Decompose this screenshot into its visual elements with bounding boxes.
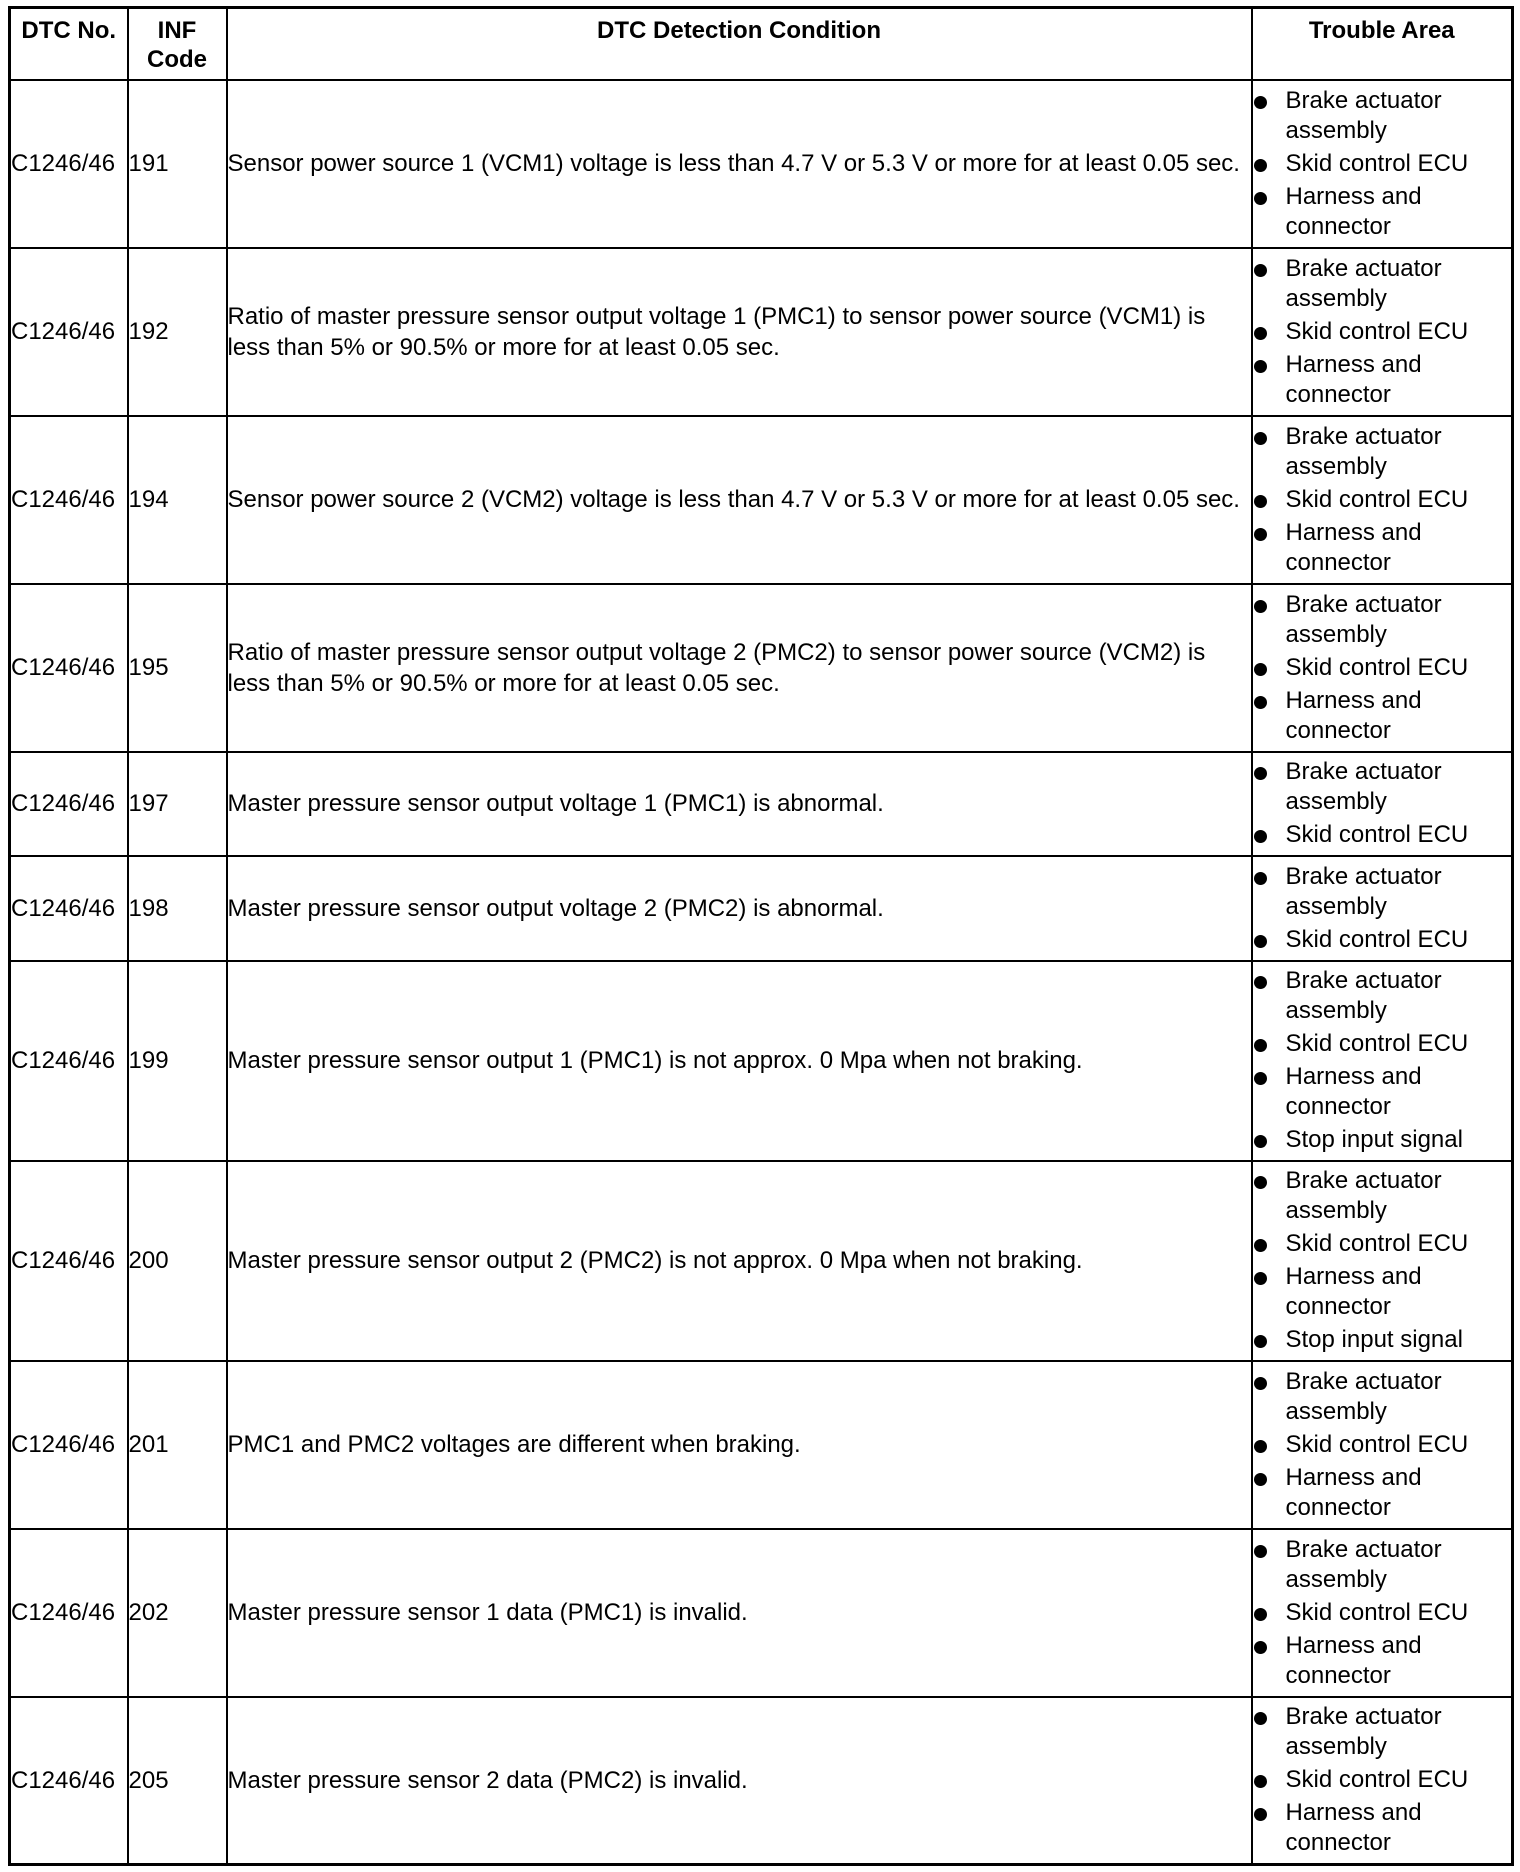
table-row — [10, 248, 1513, 416]
trouble-area-text: Harness and connector — [1285, 182, 1422, 240]
trouble-area-text: Brake actuator assembly — [1285, 1367, 1442, 1425]
trouble-area-item — [1253, 317, 1512, 347]
trouble-area-text: Brake actuator assembly — [1285, 254, 1442, 312]
trouble-area-list — [1253, 86, 1512, 242]
bullet-icon — [1254, 360, 1267, 373]
trouble-area-text: Harness and connector — [1285, 1263, 1422, 1320]
table-row — [10, 1161, 1513, 1361]
header-dtc-no: DTC No. — [10, 8, 128, 80]
trouble-area-cell — [1252, 248, 1513, 416]
trouble-area-item — [1253, 966, 1512, 1026]
header-inf-line2: Code — [147, 46, 207, 73]
bullet-icon — [1254, 663, 1267, 676]
table-row — [10, 80, 1513, 248]
trouble-area-item — [1253, 86, 1512, 146]
trouble-area-item — [1253, 590, 1512, 650]
table-row — [10, 856, 1513, 961]
trouble-area-cell — [1252, 752, 1513, 856]
dtc-code-cell: C1246/46 — [10, 856, 128, 961]
trouble-area-item — [1253, 1029, 1512, 1059]
trouble-area-cell — [1252, 961, 1513, 1161]
table-row — [10, 416, 1513, 584]
bullet-icon — [1254, 600, 1267, 613]
inf-code-cell: 201 — [128, 1361, 227, 1529]
trouble-area-item — [1253, 1166, 1512, 1226]
trouble-area-text: Harness and connector — [1285, 1799, 1422, 1857]
detection-condition-cell: Master pressure sensor 1 data (PMC1) is invalid. — [227, 1529, 1252, 1697]
bullet-icon — [1254, 1272, 1267, 1285]
table-row — [10, 584, 1513, 752]
trouble-area-item — [1253, 1463, 1512, 1523]
inf-code-cell: 191 — [128, 80, 227, 248]
trouble-area-text: Skid control ECU — [1285, 821, 1469, 848]
bullet-icon — [1254, 1176, 1267, 1189]
trouble-area-text: Harness and connector — [1285, 1063, 1422, 1120]
inf-code-cell: 195 — [128, 584, 227, 752]
trouble-area-item — [1253, 820, 1512, 850]
dtc-code-cell: C1246/46 — [10, 752, 128, 856]
detection-condition-cell: Sensor power source 1 (VCM1) voltage is less than 4.7 V or 5.3 V or more for at least 0.05 sec. — [227, 80, 1252, 248]
trouble-area-text: Brake actuator assembly — [1285, 86, 1442, 144]
trouble-area-item — [1253, 485, 1512, 515]
bullet-icon — [1254, 1775, 1267, 1788]
bullet-icon — [1254, 192, 1267, 205]
trouble-area-item — [1253, 518, 1512, 578]
inf-code-cell: 192 — [128, 248, 227, 416]
bullet-icon — [1254, 1377, 1267, 1390]
trouble-area-item — [1253, 1367, 1512, 1427]
table-header-row — [10, 8, 1513, 80]
bullet-icon — [1254, 1808, 1267, 1821]
bullet-icon — [1254, 432, 1267, 445]
dtc-code-cell: C1246/46 — [10, 80, 128, 248]
dtc-code-cell: C1246/46 — [10, 1161, 128, 1361]
trouble-area-item — [1253, 422, 1512, 482]
trouble-area-item — [1253, 1062, 1512, 1122]
trouble-area-text: Brake actuator assembly — [1285, 590, 1442, 648]
bullet-icon — [1254, 767, 1267, 780]
trouble-area-cell — [1252, 1361, 1513, 1529]
trouble-area-cell — [1252, 856, 1513, 961]
trouble-area-text: Brake actuator assembly — [1285, 422, 1442, 480]
trouble-area-text: Stop input signal — [1285, 1326, 1463, 1353]
dtc-table-sheet — [8, 6, 1511, 1864]
trouble-area-item — [1253, 182, 1512, 242]
trouble-area-item — [1253, 686, 1512, 746]
inf-code-cell: 202 — [128, 1529, 227, 1697]
trouble-area-text: Skid control ECU — [1285, 149, 1469, 177]
trouble-area-item — [1253, 1229, 1512, 1259]
table-row — [10, 1361, 1513, 1529]
bullet-icon — [1254, 327, 1267, 340]
inf-code-cell: 197 — [128, 752, 227, 856]
trouble-area-text: Skid control ECU — [1285, 653, 1469, 681]
trouble-area-text: Brake actuator assembly — [1285, 862, 1442, 920]
bullet-icon — [1254, 1039, 1267, 1052]
inf-code-cell: 198 — [128, 856, 227, 961]
header-inf-line1: INF — [157, 17, 197, 44]
bullet-icon — [1254, 159, 1267, 172]
trouble-area-cell — [1252, 584, 1513, 752]
trouble-area-text: Harness and connector — [1285, 686, 1422, 744]
detection-condition-cell: Master pressure sensor output voltage 2 (PMC2) is abnormal. — [227, 856, 1252, 961]
header-inf-code — [128, 8, 227, 80]
trouble-area-text: Harness and connector — [1285, 518, 1422, 576]
trouble-area-text: Skid control ECU — [1285, 317, 1469, 345]
inf-code-cell: 200 — [128, 1161, 227, 1361]
trouble-area-list — [1253, 590, 1512, 746]
trouble-area-item — [1253, 1798, 1512, 1858]
trouble-area-cell — [1252, 1161, 1513, 1361]
trouble-area-text: Skid control ECU — [1285, 1030, 1469, 1057]
trouble-area-list — [1253, 1166, 1512, 1355]
table-row — [10, 1697, 1513, 1865]
trouble-area-text: Brake actuator assembly — [1285, 1703, 1442, 1761]
detection-condition-cell: Master pressure sensor 2 data (PMC2) is invalid. — [227, 1697, 1252, 1865]
detection-condition-cell: PMC1 and PMC2 voltages are different when braking. — [227, 1361, 1252, 1529]
bullet-icon — [1254, 1641, 1267, 1654]
bullet-icon — [1254, 830, 1267, 843]
dtc-table-body — [10, 80, 1513, 1865]
bullet-icon — [1254, 1440, 1267, 1453]
trouble-area-item — [1253, 757, 1512, 817]
trouble-area-text: Brake actuator assembly — [1285, 967, 1442, 1024]
inf-code-cell: 194 — [128, 416, 227, 584]
dtc-table — [8, 6, 1514, 1866]
trouble-area-text: Brake actuator assembly — [1285, 1535, 1442, 1593]
bullet-icon — [1254, 264, 1267, 277]
bullet-icon — [1254, 1608, 1267, 1621]
trouble-area-text: Skid control ECU — [1285, 925, 1469, 953]
trouble-area-text: Skid control ECU — [1285, 485, 1469, 513]
bullet-icon — [1254, 96, 1267, 109]
table-row — [10, 1529, 1513, 1697]
trouble-area-cell — [1252, 1529, 1513, 1697]
inf-code-cell: 205 — [128, 1697, 227, 1865]
bullet-icon — [1254, 1712, 1267, 1725]
detection-condition-cell: Ratio of master pressure sensor output voltage 1 (PMC1) to sensor power source (VCM1) is less than 5% or 90.5% or more for at least 0.05 sec. — [227, 248, 1252, 416]
dtc-code-cell: C1246/46 — [10, 584, 128, 752]
trouble-area-cell — [1252, 416, 1513, 584]
bullet-icon — [1254, 935, 1267, 948]
bullet-icon — [1254, 976, 1267, 989]
trouble-area-item — [1253, 1765, 1512, 1795]
dtc-code-cell: C1246/46 — [10, 248, 128, 416]
trouble-area-cell — [1252, 1697, 1513, 1865]
header-detection-condition: DTC Detection Condition — [227, 8, 1252, 80]
bullet-icon — [1254, 1335, 1267, 1348]
trouble-area-item — [1253, 1262, 1512, 1322]
trouble-area-list — [1253, 966, 1512, 1155]
trouble-area-item — [1253, 254, 1512, 314]
bullet-icon — [1254, 1072, 1267, 1085]
trouble-area-item — [1253, 1125, 1512, 1155]
header-trouble-area: Trouble Area — [1252, 8, 1513, 80]
trouble-area-list — [1253, 254, 1512, 410]
trouble-area-list — [1253, 1535, 1512, 1691]
trouble-area-item — [1253, 1702, 1512, 1762]
bullet-icon — [1254, 1473, 1267, 1486]
detection-condition-cell: Ratio of master pressure sensor output voltage 2 (PMC2) to sensor power source (VCM2) is less than 5% or 90.5% or more for at least 0.05 sec. — [227, 584, 1252, 752]
trouble-area-text: Brake actuator assembly — [1285, 758, 1442, 815]
bullet-icon — [1254, 1545, 1267, 1558]
trouble-area-item — [1253, 1631, 1512, 1691]
trouble-area-list — [1253, 422, 1512, 578]
trouble-area-list — [1253, 862, 1512, 955]
trouble-area-item — [1253, 1430, 1512, 1460]
dtc-code-cell: C1246/46 — [10, 1361, 128, 1529]
trouble-area-text: Skid control ECU — [1285, 1430, 1469, 1458]
bullet-icon — [1254, 1135, 1267, 1148]
trouble-area-text: Skid control ECU — [1285, 1766, 1469, 1794]
table-row — [10, 961, 1513, 1161]
bullet-icon — [1254, 495, 1267, 508]
detection-condition-cell: Master pressure sensor output voltage 1 (PMC1) is abnormal. — [227, 752, 1252, 856]
trouble-area-item — [1253, 1325, 1512, 1355]
trouble-area-list — [1253, 1367, 1512, 1523]
trouble-area-list — [1253, 1702, 1512, 1858]
detection-condition-cell: Master pressure sensor output 1 (PMC1) is not approx. 0 Mpa when not braking. — [227, 961, 1252, 1161]
trouble-area-text: Harness and connector — [1285, 1631, 1422, 1689]
trouble-area-cell — [1252, 80, 1513, 248]
trouble-area-item — [1253, 653, 1512, 683]
trouble-area-item — [1253, 862, 1512, 922]
detection-condition-cell: Master pressure sensor output 2 (PMC2) is not approx. 0 Mpa when not braking. — [227, 1161, 1252, 1361]
table-row — [10, 752, 1513, 856]
trouble-area-text: Stop input signal — [1285, 1126, 1463, 1153]
trouble-area-item — [1253, 1535, 1512, 1595]
trouble-area-item — [1253, 1598, 1512, 1628]
trouble-area-item — [1253, 925, 1512, 955]
trouble-area-item — [1253, 149, 1512, 179]
trouble-area-text: Skid control ECU — [1285, 1230, 1469, 1257]
dtc-code-cell: C1246/46 — [10, 416, 128, 584]
dtc-code-cell: C1246/46 — [10, 1697, 128, 1865]
detection-condition-cell: Sensor power source 2 (VCM2) voltage is less than 4.7 V or 5.3 V or more for at least 0.05 sec. — [227, 416, 1252, 584]
trouble-area-text: Harness and connector — [1285, 350, 1422, 408]
dtc-code-cell: C1246/46 — [10, 961, 128, 1161]
trouble-area-text: Brake actuator assembly — [1285, 1167, 1442, 1224]
dtc-code-cell: C1246/46 — [10, 1529, 128, 1697]
trouble-area-text: Harness and connector — [1285, 1463, 1422, 1521]
trouble-area-item — [1253, 350, 1512, 410]
bullet-icon — [1254, 696, 1267, 709]
trouble-area-text: Skid control ECU — [1285, 1598, 1469, 1626]
inf-code-cell: 199 — [128, 961, 227, 1161]
bullet-icon — [1254, 872, 1267, 885]
bullet-icon — [1254, 528, 1267, 541]
bullet-icon — [1254, 1239, 1267, 1252]
trouble-area-list — [1253, 757, 1512, 850]
